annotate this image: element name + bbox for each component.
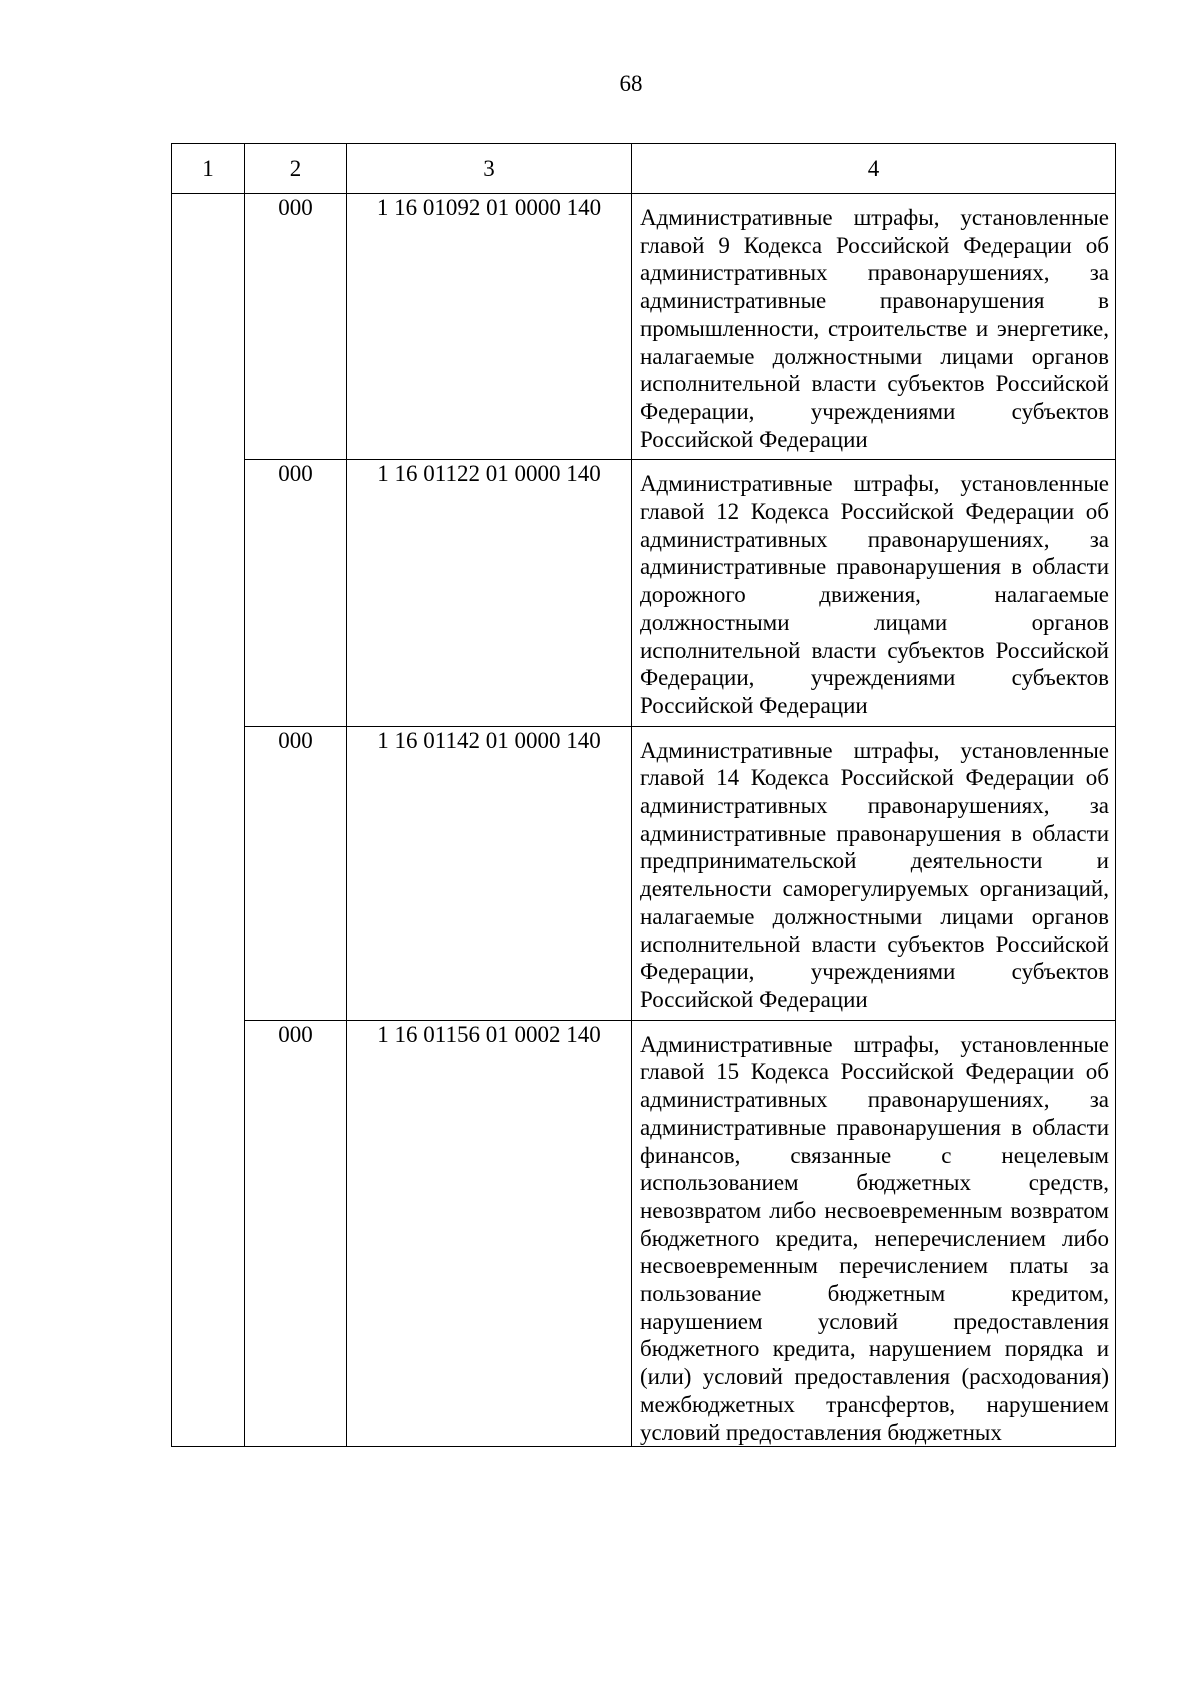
description-cell: Административные штрафы, установленные главой 12 Кодекса Российской Федерации об административных правонарушениях, за административные правонарушения в области дорожного движения, налагаемые должностными лицами органов исполнительной власти субъектов Российской Федерации, учреждениями субъектов Российской Федерации [632, 460, 1116, 726]
column-header-3: 3 [347, 144, 632, 194]
column-1-cell [172, 194, 245, 1447]
admin-code-cell: 000 [245, 1020, 347, 1447]
kbk-code-cell: 1 16 01142 01 0000 140 [347, 726, 632, 1020]
table-row [172, 1020, 1116, 1447]
revenue-codes-table [171, 143, 1116, 1447]
description-cell: Административные штрафы, установленные главой 9 Кодекса Российской Федерации об административных правонарушениях, за административные правонарушения в промышленности, строительстве и энергетике, налагаемые должностными лицами органов исполнительной власти субъектов Российской Федерации, учреждениями субъектов Российской Федерации [632, 194, 1116, 460]
table-row [172, 194, 1116, 460]
kbk-code-cell: 1 16 01122 01 0000 140 [347, 460, 632, 726]
table-row [172, 726, 1116, 1020]
admin-code-cell: 000 [245, 460, 347, 726]
column-header-4: 4 [632, 144, 1116, 194]
kbk-code-cell: 1 16 01092 01 0000 140 [347, 194, 632, 460]
page-number: 68 [619, 71, 643, 96]
admin-code-cell: 000 [245, 726, 347, 1020]
admin-code-cell: 000 [245, 194, 347, 460]
kbk-code-cell: 1 16 01156 01 0002 140 [347, 1020, 632, 1447]
description-cell: Административные штрафы, установленные главой 15 Кодекса Российской Федерации об административных правонарушениях, за административные правонарушения в области финансов, связанные с нецелевым использованием бюджетных средств, невозвратом либо несвоевременным возвратом бюджетного кредита, неперечислением либо несвоевременным перечислением платы за пользование бюджетным кредитом, нарушением условий предоставления бюджетного кредита, нарушением порядка и (или) условий предоставления (расходования) межбюджетных трансфертов, нарушением условий предоставления бюджетных [632, 1020, 1116, 1447]
column-header-2: 2 [245, 144, 347, 194]
table-header-row [172, 144, 1116, 194]
description-cell: Административные штрафы, установленные главой 14 Кодекса Российской Федерации об административных правонарушениях, за административные правонарушения в области предпринимательской деятельности и деятельности саморегулируемых организаций, налагаемые должностными лицами органов исполнительной власти субъектов Российской Федерации, учреждениями субъектов Российской Федерации [632, 726, 1116, 1020]
column-header-1: 1 [172, 144, 245, 194]
table-row [172, 460, 1116, 726]
